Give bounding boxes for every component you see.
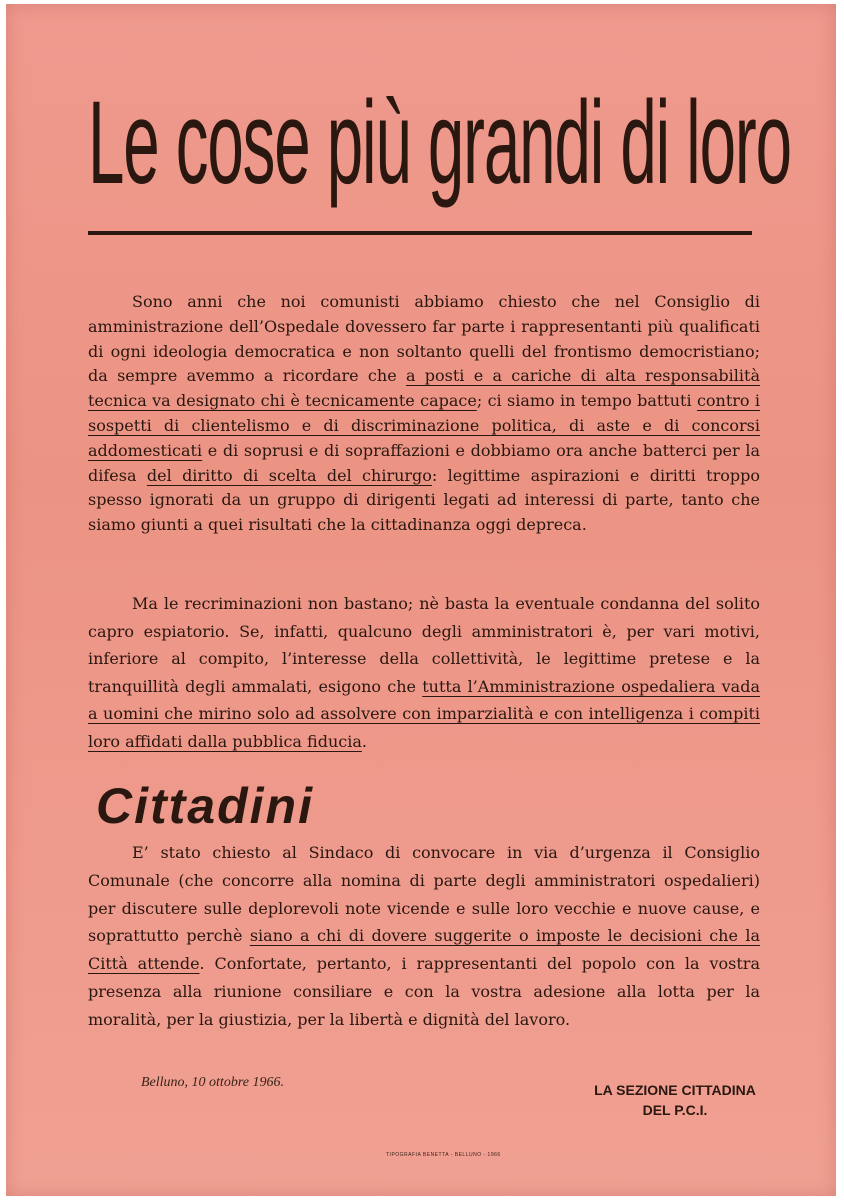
p1-underlined-1: a posti e a cariche di alta responsabilità tecnica va designato chi è tecnicamente capace: [88, 366, 760, 411]
date-line: Belluno, 10 ottobre 1966.: [141, 1075, 284, 1090]
section-heading: Cittadini: [96, 778, 314, 834]
p2-text-1: Ma le recriminazioni non bastano; nè basta la eventuale condanna del solito capro espiatorio. Se, infatti, qualcuno degli amministratori è, per vari motivi, inferiore al compito, l’interesse della collettività, le legittime pretese e la tranquillità degli ammalati, esigono che: [88, 594, 760, 696]
title-underline: [88, 231, 752, 235]
printer-imprint: TIPOGRAFIA BENETTA - BELLUNO - 1966: [386, 1152, 501, 1158]
p1-underlined-3: del diritto di scelta del chirurgo: [146, 465, 432, 485]
p1-text-2: ; ci siamo in tempo battuti: [476, 391, 697, 411]
signature-line-1: LA SEZIONE CITTADINA: [594, 1082, 756, 1098]
p2-text-2: .: [361, 731, 367, 751]
poster-title: Le cose più grandi di loro: [88, 77, 791, 209]
signature-line-2: DEL P.C.I.: [642, 1102, 708, 1118]
p2-underlined-1: tutta l’Amministrazione ospedaliera vada a uomini che mirino solo ad assolvere con imparzialità e con intelligenza i compiti loro affidati dalla pubblica fiducia: [88, 676, 760, 751]
p1-underlined-2: contro i sospetti di clientelismo e di discriminazione politica, di aste e di concorsi addomesticati: [88, 391, 761, 460]
paragraph-1: [88, 290, 760, 538]
p3-text-2: . Confortate, pertanto, i rappresentanti del popolo con la vostra presenza alla riunione consiliare e con la vostra adesione alla lotta per la moralità, per la giustizia, per la libertà e dignità del lavoro.: [88, 954, 760, 1029]
p1-text-1: Sono anni che noi comunisti abbiamo chiesto che nel Consiglio di amministrazione dell’Ospedale dovessero far parte i rappresentanti più qualificati di ogni ideologia democratica e non soltanto quelli del frontismo democristiano; da sempre avemmo a ricordare che: [88, 292, 760, 386]
signature: [590, 1080, 760, 1120]
title-block: [88, 77, 791, 244]
p1-text-4: : legittime aspirazioni e diritti troppo spesso ignorati da un gruppo di dirigenti legati ad interessi di parte, tanto che siamo giunti a quei risultati che la cittadinanza oggi depreca.: [88, 465, 760, 535]
p1-text-3: e di soprusi e di sopraffazioni e dobbiamo ora anche batterci per la difesa: [88, 440, 760, 485]
paragraph-2: [88, 590, 760, 755]
paragraph-3: [88, 839, 760, 1034]
p3-underlined-1: siano a chi di dovere suggerite o imposte le decisioni che la Città attende: [88, 926, 760, 974]
p3-text-1: E’ stato chiesto al Sindaco di convocare in via d’urgenza il Consiglio Comunale (che concorre alla nomina di parte degli amministratori ospedalieri) per discutere sulle deplorevoli note vicende e sulle loro vecchie e nuove cause, e soprattutto perchè: [88, 843, 760, 946]
poster: [6, 4, 836, 1196]
